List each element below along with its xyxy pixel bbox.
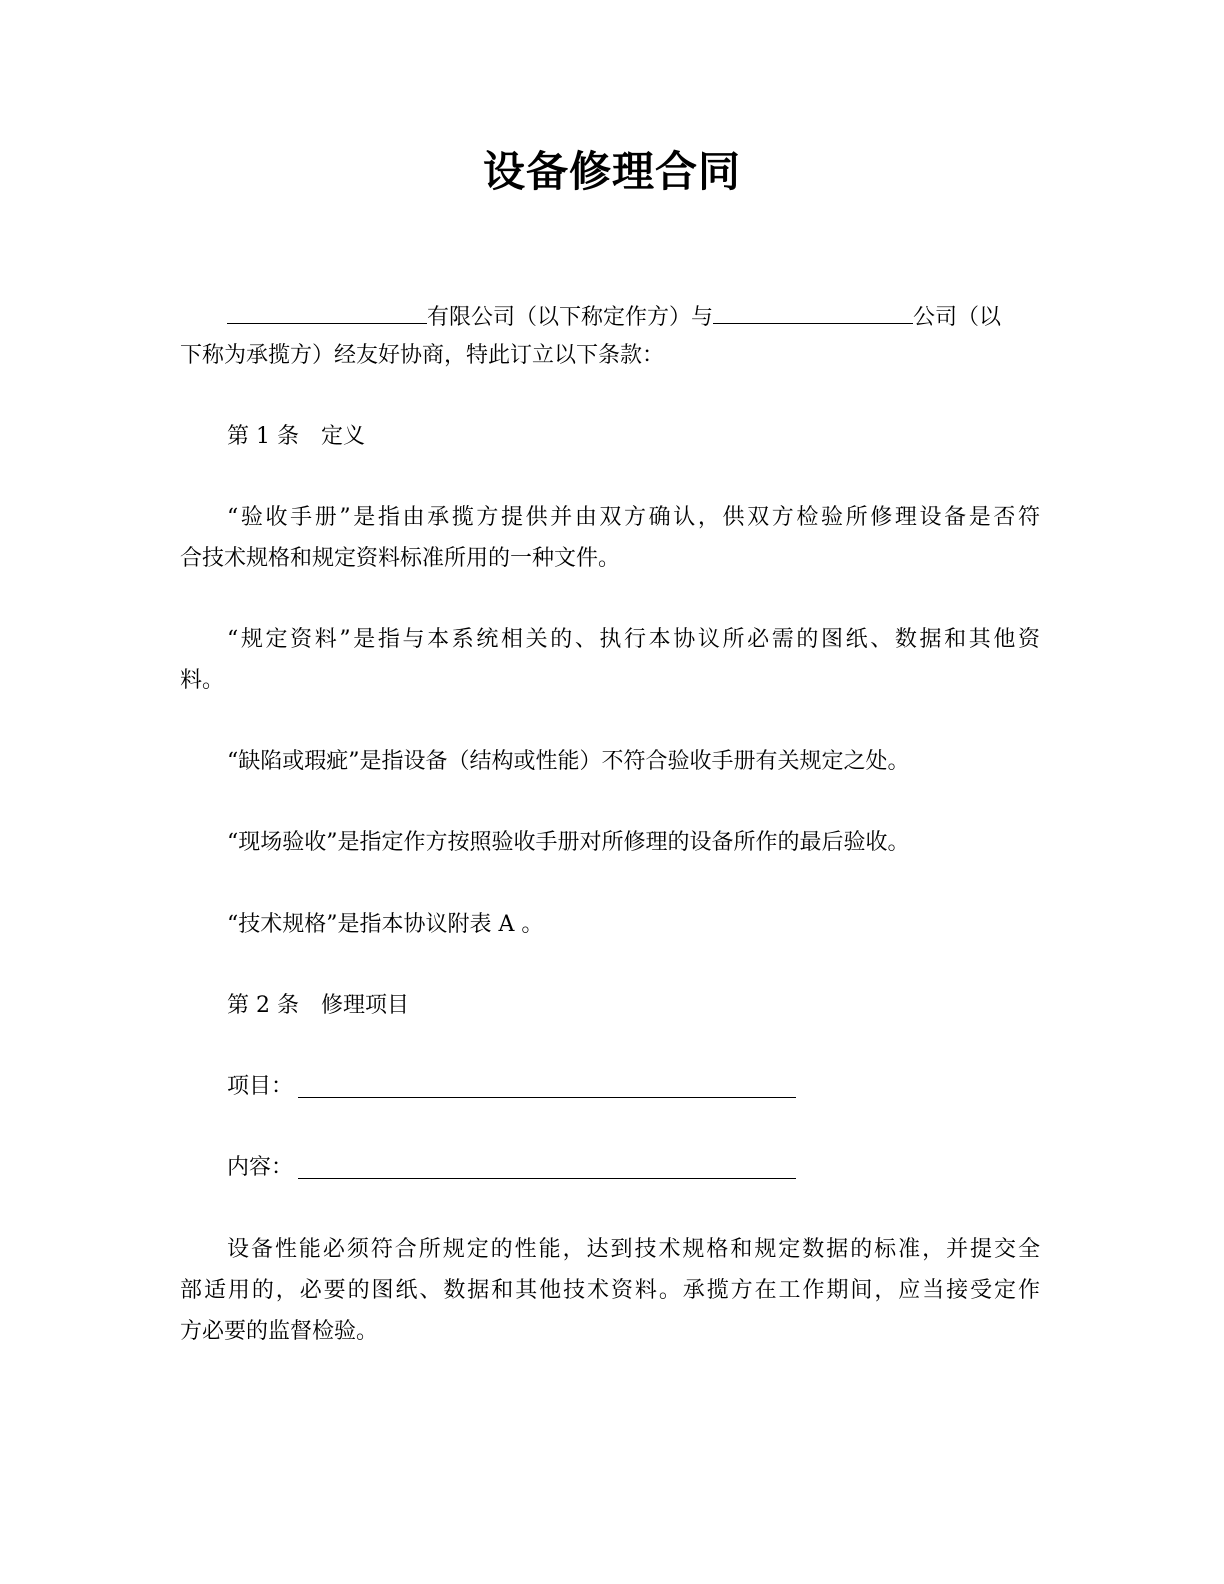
- party-b-blank[interactable]: [713, 299, 913, 324]
- article-1-number: 第 1 条: [227, 424, 299, 449]
- performance-para-line-2: 部适用的，必要的图纸、数据和其他技术资料。承揽方在工作期间，应当接受定作: [180, 1278, 1040, 1303]
- content-label: 内容：: [227, 1155, 294, 1180]
- article-2-number: 第 2 条: [227, 993, 299, 1018]
- article-2-title: 修理项目: [320, 993, 409, 1018]
- definition-5: “技术规格”是指本协议附表 A 。: [227, 912, 544, 937]
- content-blank[interactable]: [298, 1178, 796, 1179]
- item-blank[interactable]: [298, 1097, 796, 1098]
- performance-para-line-1: 设备性能必须符合所规定的性能，达到技术规格和规定数据的标准，并提交全: [227, 1237, 1040, 1262]
- definition-1-line-2: 合技术规格和规定资料标准所用的一种文件。: [180, 546, 621, 571]
- article-2-heading: [227, 991, 1040, 1021]
- preamble-text-2: 公司（以: [913, 305, 1002, 330]
- performance-para-line-3: 方必要的监督检验。: [180, 1319, 379, 1344]
- document-title: 设备修理合同: [482, 147, 741, 196]
- definition-2-line-1: “规定资料”是指与本系统相关的、执行本协议所必需的图纸、数据和其他资: [227, 627, 1040, 652]
- definition-2-line-2: 料。: [180, 668, 225, 693]
- item-label: 项目：: [227, 1074, 294, 1099]
- party-a-blank[interactable]: [227, 299, 427, 324]
- definition-1-line-1: “验收手册”是指由承揽方提供并由双方确认，供双方检验所修理设备是否符: [227, 505, 1040, 530]
- preamble-text-1: 有限公司（以下称定作方）与: [427, 305, 714, 330]
- article-1-title: 定义: [320, 424, 365, 449]
- definition-4: “现场验收”是指定作方按照验收手册对所修理的设备所作的最后验收。: [227, 830, 910, 855]
- definition-3: “缺陷或瑕疵”是指设备（结构或性能）不符合验收手册有关规定之处。: [227, 749, 910, 774]
- preamble-line-2: 下称为承揽方）经友好协商，特此订立以下条款：: [180, 343, 665, 368]
- preamble-line-1: [227, 299, 1040, 333]
- article-1-heading: [227, 422, 1040, 452]
